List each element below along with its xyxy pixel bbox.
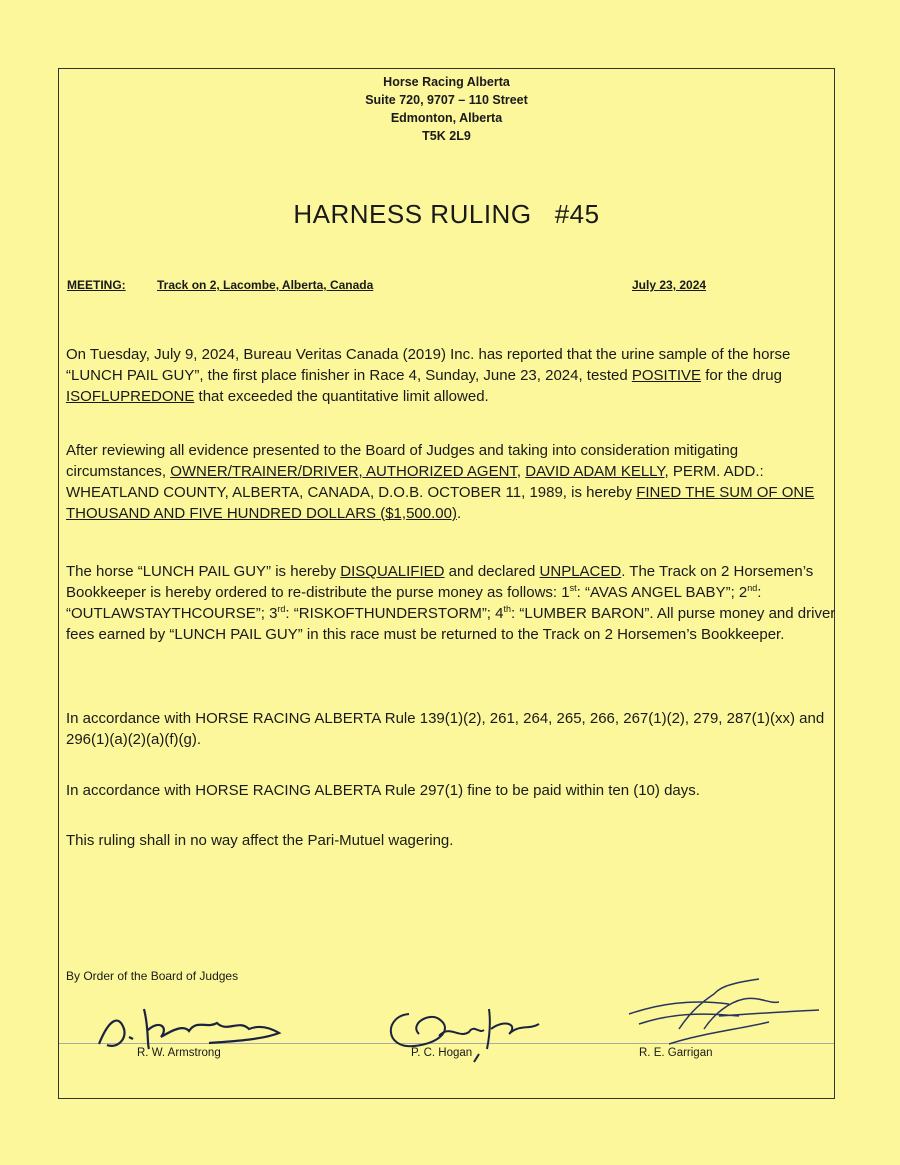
text: : “AVAS ANGEL BABY”;	[576, 584, 739, 601]
letterhead-address: Suite 720, 9707 – 110 Street	[365, 93, 528, 107]
ruling-frame	[58, 68, 835, 1099]
paragraph-rules: In accordance with HORSE RACING ALBERTA Rule 139(1)(2), 261, 264, 265, 266, 267(1)(2), 279, 287(1)(xx) and 296(1)(a)(2)(a)(f)(g).	[66, 710, 825, 748]
signature-garrigan-image	[619, 974, 829, 1054]
ruling-title: HARNESS RULING #45	[293, 199, 600, 229]
role-text: OWNER/TRAINER/DRIVER, AUTHORIZED AGENT	[170, 463, 517, 480]
text: that exceeded the quantitative limit allowed.	[194, 388, 489, 405]
paragraph-penalty	[66, 440, 836, 524]
text: , PERM. ADD.: WHEATLAND COUNTY, ALBERTA, CANADA, D.O.B. OCTOBER 11, 1989, is hereby	[66, 463, 764, 501]
text: : “LUMBER BARON”. All purse money and driver fees earned by “LUNCH PAIL GUY” in this race must be returned to the Track on 2 Horsemen’s Bookkeeper.	[66, 605, 836, 643]
fine-text: FINED THE SUM OF ONE THOUSAND AND FIVE HUNDRED DOLLARS ($1,500.00)	[66, 484, 815, 522]
drug-name: ISOFLUPREDONE	[66, 388, 195, 405]
ordinal: rd	[277, 604, 286, 614]
unplaced-text: UNPLACED	[539, 563, 622, 580]
text: 2	[738, 584, 748, 601]
text: and declared	[444, 563, 540, 580]
letterhead-org: Horse Racing Alberta	[383, 75, 510, 89]
ordinal: th	[503, 604, 512, 614]
paragraph-report	[66, 344, 836, 407]
meeting-label: MEETING:	[67, 278, 126, 292]
paragraph-wagering: This ruling shall in no way affect the Pari-Mutuel wagering.	[66, 832, 454, 849]
text: 4	[495, 605, 504, 622]
paragraph-disqualification	[66, 561, 836, 645]
paragraph-payment: In accordance with HORSE RACING ALBERTA Rule 297(1) fine to be paid within ten (10) days.	[66, 782, 700, 799]
text: On Tuesday, July 9, 2024, Bureau Veritas Canada (2019) Inc. has reported that the urine sample of the horse “LUNCH PAIL GUY”, the first place finisher in Race 4, Sunday, June 23, 2024, tested	[66, 346, 791, 384]
letterhead	[59, 73, 834, 145]
letterhead-postal: T5K 2L9	[422, 129, 471, 143]
letterhead-city: Edmonton, Alberta	[390, 111, 503, 125]
text: : “RISKOFTHUNDERSTORM”;	[285, 605, 496, 622]
text: .	[456, 505, 462, 522]
meeting-date: July 23, 2024	[632, 278, 707, 292]
signature-intro: By Order of the Board of Judges	[66, 969, 239, 983]
text: 3	[269, 605, 278, 622]
disqualified-text: DISQUALIFIED	[340, 563, 445, 580]
ordinal: st	[569, 583, 577, 593]
positive-text: POSITIVE	[631, 367, 702, 384]
text: 1	[561, 584, 570, 601]
meeting-track: Track on 2, Lacombe, Alberta, Canada	[157, 278, 374, 292]
text: . The Track on 2 Horsemen’s Bookkeeper is hereby ordered to re-distribute the purse money as follows:	[66, 563, 814, 601]
text: After reviewing all evidence presented to the Board of Judges and taking into consideration mitigating circumstances,	[66, 442, 739, 480]
judge-hogan-name: P. C. Hogan	[411, 1047, 473, 1059]
judge-armstrong-name: R. W. Armstrong	[137, 1047, 221, 1059]
text: : “OUTLAWSTAYTHCOURSE”;	[66, 584, 762, 622]
judge-garrigan-name: R. E. Garrigan	[639, 1047, 713, 1059]
ordinal: nd	[747, 583, 758, 593]
text: for the drug	[701, 367, 782, 384]
text: ,	[516, 463, 526, 480]
person-name: DAVID ADAM KELLY	[525, 463, 665, 480]
text: The horse “LUNCH PAIL GUY” is hereby	[66, 563, 341, 580]
